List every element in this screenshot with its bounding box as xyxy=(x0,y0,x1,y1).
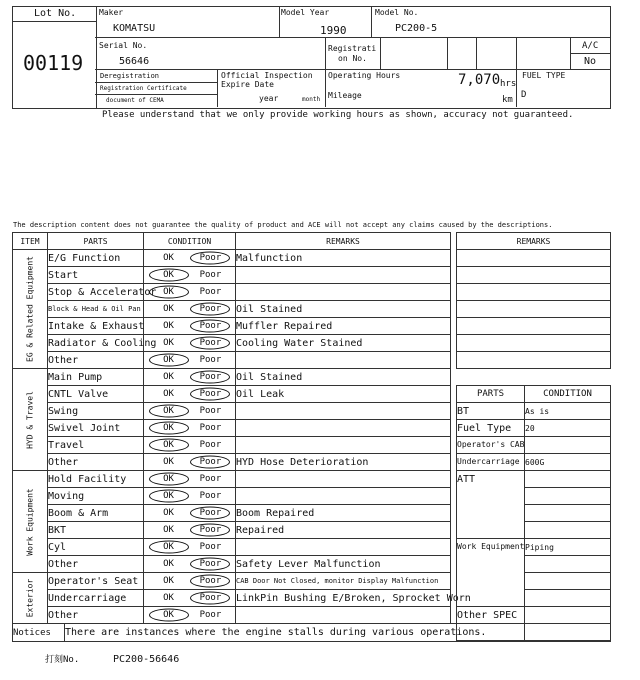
spec-part: Other SPEC xyxy=(457,607,525,641)
condition-cell xyxy=(144,590,236,607)
spec-row xyxy=(457,437,611,454)
right-remarks-header-row xyxy=(457,233,611,250)
maker-label: Maker xyxy=(99,8,124,17)
selected-condition-circle xyxy=(190,456,230,469)
model-no-value: PC200-5 xyxy=(395,23,438,34)
selected-condition-circle xyxy=(190,575,230,588)
condition-cell xyxy=(144,539,236,556)
remark: Muffler Repaired xyxy=(236,318,451,335)
fuel-type-label: FUEL TYPE xyxy=(522,71,566,80)
operating-hours-value: 7,070 xyxy=(458,72,501,88)
spec-condition-blank xyxy=(525,590,611,607)
inspection-row xyxy=(13,335,451,352)
ac-value: No xyxy=(584,56,597,67)
selected-condition-circle xyxy=(149,541,189,554)
operating-hours-label: Operating Hours xyxy=(328,71,401,80)
ok-option: OK xyxy=(163,304,174,314)
blank-remark-cell xyxy=(457,301,611,318)
poor-option: Poor xyxy=(199,474,222,484)
part-name: Other xyxy=(48,454,144,471)
poor-option: Poor xyxy=(199,321,222,331)
blank-remark-row xyxy=(457,335,611,352)
remark xyxy=(236,539,451,556)
poor-option: Poor xyxy=(199,525,222,535)
ok-option: OK xyxy=(163,576,174,586)
inspection-row xyxy=(13,454,451,471)
inspection-row xyxy=(13,437,451,454)
model-year-value: 1990 xyxy=(320,24,347,37)
remark: Boom Repaired xyxy=(236,505,451,522)
registration-certificate-label: Registration Certificate xyxy=(100,85,187,92)
vline xyxy=(447,37,448,69)
inspection-row xyxy=(13,590,451,607)
ok-option: OK xyxy=(163,491,174,501)
spec-condition-blank xyxy=(525,505,611,522)
maker-value: KOMATSU xyxy=(113,23,156,34)
col-remarks: REMARKS xyxy=(236,233,451,250)
part-name: Moving xyxy=(48,488,144,505)
selected-condition-circle xyxy=(149,490,189,503)
inspection-header-row xyxy=(13,233,451,250)
group-label-cell xyxy=(13,250,48,369)
ok-option: OK xyxy=(163,372,174,382)
part-name: Boom & Arm xyxy=(48,505,144,522)
selected-condition-circle xyxy=(190,320,230,333)
spec-condition-blank xyxy=(525,573,611,590)
remark xyxy=(236,437,451,454)
part-name: Main Pump xyxy=(48,369,144,386)
condition-header: CONDITION xyxy=(525,386,611,403)
group-label-cell xyxy=(13,573,48,624)
poor-option: Poor xyxy=(199,559,222,569)
group-label: Exterior xyxy=(25,578,35,618)
ok-option: OK xyxy=(163,593,174,603)
inspection-row xyxy=(13,420,451,437)
selected-condition-circle xyxy=(190,558,230,571)
spacer-row xyxy=(457,369,611,386)
hline xyxy=(95,94,217,95)
inspection-row xyxy=(13,505,451,522)
lot-no-label: Lot No. xyxy=(34,8,77,19)
poor-option: Poor xyxy=(199,338,222,348)
ok-option: OK xyxy=(163,253,174,263)
spec-row xyxy=(457,454,611,471)
remark: LinkPin Bushing E/Broken, Sprocket Worn xyxy=(236,590,451,607)
footer-label: 打刻No. xyxy=(45,655,80,665)
condition-cell xyxy=(144,420,236,437)
parts-header: PARTS xyxy=(457,386,525,403)
spec-condition xyxy=(525,607,611,624)
spec-condition-blank xyxy=(525,522,611,539)
blank-remark-row xyxy=(457,267,611,284)
part-name: Other xyxy=(48,352,144,369)
serial-no-label: Serial No. xyxy=(99,41,148,50)
condition-cell xyxy=(144,318,236,335)
poor-option: Poor xyxy=(199,372,222,382)
part-name: Hold Facility xyxy=(48,471,144,488)
disclaimer: The description content does not guarantee the quality of product and ACE will not accept any claims caused by the descriptions. xyxy=(13,221,553,229)
selected-condition-circle xyxy=(149,422,189,435)
part-name: Travel xyxy=(48,437,144,454)
spec-condition: Piping xyxy=(525,539,611,556)
inspection-row xyxy=(13,607,451,624)
poor-option: Poor xyxy=(199,253,222,263)
part-name: Start xyxy=(48,267,144,284)
inspection-row xyxy=(13,573,451,590)
remark xyxy=(236,352,451,369)
ac-label: A/C xyxy=(582,41,599,51)
spec-part: ATT xyxy=(457,471,525,539)
model-no-label: Model No. xyxy=(375,8,419,17)
condition-cell xyxy=(144,522,236,539)
col-item: ITEM xyxy=(13,233,48,250)
blank-remark-cell xyxy=(457,318,611,335)
ok-option: OK xyxy=(163,270,174,280)
selected-condition-circle xyxy=(190,524,230,537)
vline xyxy=(570,37,571,69)
poor-option: Poor xyxy=(199,508,222,518)
selected-condition-circle xyxy=(149,473,189,486)
hline xyxy=(95,69,610,70)
selected-condition-circle xyxy=(190,592,230,605)
part-name: Other xyxy=(48,607,144,624)
year-label: year xyxy=(259,94,279,103)
remark: Safety Lever Malfunction xyxy=(236,556,451,573)
spec-row xyxy=(457,403,611,420)
ok-option: OK xyxy=(163,525,174,535)
hline xyxy=(95,82,217,83)
condition-cell xyxy=(144,284,236,301)
remark xyxy=(236,403,451,420)
blank-remark-row xyxy=(457,318,611,335)
condition-cell xyxy=(144,505,236,522)
registration-no-label-2: on No. xyxy=(338,54,367,63)
part-name: Swing xyxy=(48,403,144,420)
vline xyxy=(380,37,381,69)
inspection-row xyxy=(13,284,451,301)
condition-cell xyxy=(144,471,236,488)
month-label: month xyxy=(302,96,321,103)
blank-remark-row xyxy=(457,352,611,369)
selected-condition-circle xyxy=(149,269,189,282)
group-label-cell xyxy=(13,471,48,573)
lot-no-value: 00119 xyxy=(23,51,84,75)
vline xyxy=(217,69,218,107)
condition-cell xyxy=(144,369,236,386)
remark xyxy=(236,267,451,284)
poor-option: Poor xyxy=(199,389,222,399)
remark xyxy=(236,420,451,437)
remark: Repaired xyxy=(236,522,451,539)
spec-condition: 20 xyxy=(525,420,611,437)
group-label: Work Equipment xyxy=(25,487,35,556)
inspection-row xyxy=(13,386,451,403)
condition-cell xyxy=(144,301,236,318)
condition-cell xyxy=(144,556,236,573)
col-parts: PARTS xyxy=(48,233,144,250)
model-year-label: Model Year xyxy=(281,8,330,17)
ok-option: OK xyxy=(163,389,174,399)
ok-option: OK xyxy=(163,508,174,518)
inspection-row xyxy=(13,403,451,420)
poor-option: Poor xyxy=(199,270,222,280)
selected-condition-circle xyxy=(190,303,230,316)
vline xyxy=(476,37,477,69)
part-name: E/G Function xyxy=(48,250,144,267)
part-name: Block & Head & Oil Pan xyxy=(48,301,144,318)
part-name: Other xyxy=(48,556,144,573)
group-label: EG & Related Equipment xyxy=(25,256,35,362)
inspection-row xyxy=(13,488,451,505)
inspection-row xyxy=(13,250,451,267)
right-remarks-table xyxy=(456,232,611,641)
vline xyxy=(325,37,326,107)
ok-option: OK xyxy=(163,406,174,416)
parts-condition-header-row xyxy=(457,386,611,403)
ok-option: OK xyxy=(163,542,174,552)
remark: Oil Stained xyxy=(236,301,451,318)
selected-condition-circle xyxy=(149,405,189,418)
poor-option: Poor xyxy=(199,406,222,416)
condition-cell xyxy=(144,267,236,284)
spec-row xyxy=(457,607,611,624)
inspection-row xyxy=(13,471,451,488)
spec-row xyxy=(457,471,611,488)
spec-condition xyxy=(525,437,611,454)
ok-option: OK xyxy=(163,474,174,484)
remark: Cooling Water Stained xyxy=(236,335,451,352)
inspection-row xyxy=(13,267,451,284)
hours-note: Please understand that we only provide working hours as shown, accuracy not guaranteed. xyxy=(102,110,574,120)
part-name: Stop & Accelerator xyxy=(48,284,144,301)
remark xyxy=(236,488,451,505)
remark: Oil Leak xyxy=(236,386,451,403)
poor-option: Poor xyxy=(199,593,222,603)
part-name: Radiator & Cooling xyxy=(48,335,144,352)
blank-remark-cell xyxy=(457,284,611,301)
spec-part: BT xyxy=(457,403,525,420)
condition-cell xyxy=(144,488,236,505)
part-name: Swivel Joint xyxy=(48,420,144,437)
fuel-type-value: D xyxy=(521,90,527,100)
registration-no-label: Registrati xyxy=(328,44,377,53)
remark: Malfunction xyxy=(236,250,451,267)
remark xyxy=(236,471,451,488)
km-unit: km xyxy=(502,95,513,105)
mileage-label: Mileage xyxy=(328,91,362,100)
part-name: Operator's Seat xyxy=(48,573,144,590)
poor-option: Poor xyxy=(199,610,222,620)
vline xyxy=(279,6,280,37)
ok-option: OK xyxy=(163,559,174,569)
spec-row xyxy=(457,420,611,437)
deregistration-label: Deregistration xyxy=(100,72,160,80)
blank-remark-cell xyxy=(457,267,611,284)
group-label: HYD & Travel xyxy=(25,390,35,449)
ok-option: OK xyxy=(163,457,174,467)
condition-cell xyxy=(144,437,236,454)
spec-part: Undercarriage xyxy=(457,454,525,471)
selected-condition-circle xyxy=(190,337,230,350)
condition-cell xyxy=(144,573,236,590)
spec-condition-blank xyxy=(525,488,611,505)
part-name: BKT xyxy=(48,522,144,539)
selected-condition-circle xyxy=(190,388,230,401)
ok-option: OK xyxy=(163,440,174,450)
condition-cell xyxy=(144,607,236,624)
spacer-cell xyxy=(457,369,611,386)
inspection-row xyxy=(13,301,451,318)
notices-text: There are instances where the engine stalls during various operations. xyxy=(65,624,611,642)
poor-option: Poor xyxy=(199,287,222,297)
blank-remark-row xyxy=(457,301,611,318)
ok-option: OK xyxy=(163,321,174,331)
remark: CAB Door Not Closed, monitor Display Malfunction xyxy=(236,573,451,590)
condition-cell xyxy=(144,386,236,403)
ok-option: OK xyxy=(163,355,174,365)
hrs-unit: hrs xyxy=(500,79,517,89)
inspection-row xyxy=(13,352,451,369)
selected-condition-circle xyxy=(149,286,189,299)
ok-option: OK xyxy=(163,610,174,620)
official-inspection-label-2: Expire Date xyxy=(221,80,274,89)
right-remarks-header: REMARKS xyxy=(457,233,611,250)
footer-value: PC200-56646 xyxy=(113,654,180,665)
ok-option: OK xyxy=(163,338,174,348)
lot-label-divider xyxy=(12,21,96,22)
ok-option: OK xyxy=(163,287,174,297)
poor-option: Poor xyxy=(199,457,222,467)
spec-part: Work Equipment xyxy=(457,539,525,607)
poor-option: Poor xyxy=(199,304,222,314)
spec-condition xyxy=(525,471,611,488)
blank-remark-cell xyxy=(457,335,611,352)
part-name: CNTL Valve xyxy=(48,386,144,403)
part-name: Undercarriage xyxy=(48,590,144,607)
condition-cell xyxy=(144,335,236,352)
remark xyxy=(236,607,451,624)
group-label-cell xyxy=(13,369,48,471)
blank-remark-row xyxy=(457,250,611,267)
poor-option: Poor xyxy=(199,542,222,552)
selected-condition-circle xyxy=(149,609,189,622)
condition-cell xyxy=(144,454,236,471)
inspection-row xyxy=(13,522,451,539)
vline xyxy=(516,37,517,107)
selected-condition-circle xyxy=(149,439,189,452)
vline xyxy=(371,6,372,37)
spec-condition-blank xyxy=(525,556,611,573)
inspection-row xyxy=(13,556,451,573)
spec-part: Operator's CAB xyxy=(457,437,525,454)
selected-condition-circle xyxy=(190,371,230,384)
ok-option: OK xyxy=(163,423,174,433)
notices-table xyxy=(12,623,611,642)
inspection-row xyxy=(13,318,451,335)
condition-cell xyxy=(144,403,236,420)
remark: Oil Stained xyxy=(236,369,451,386)
remark: HYD Hose Deterioration xyxy=(236,454,451,471)
selected-condition-circle xyxy=(190,252,230,265)
spec-condition: As is xyxy=(525,403,611,420)
selected-condition-circle xyxy=(190,507,230,520)
spec-row xyxy=(457,539,611,556)
blank-remark-row xyxy=(457,284,611,301)
inspection-row xyxy=(13,539,451,556)
poor-option: Poor xyxy=(199,355,222,365)
notices-label: Notices xyxy=(13,624,65,642)
col-condition: CONDITION xyxy=(144,233,236,250)
poor-option: Poor xyxy=(199,576,222,586)
serial-no-value: 56646 xyxy=(119,56,150,67)
poor-option: Poor xyxy=(199,491,222,501)
blank-remark-cell xyxy=(457,250,611,267)
official-inspection-label: Official Inspection xyxy=(221,71,313,80)
blank-remark-cell xyxy=(457,352,611,369)
hline xyxy=(570,53,610,54)
spec-part: Fuel Type xyxy=(457,420,525,437)
condition-cell xyxy=(144,352,236,369)
spec-condition: 600G xyxy=(525,454,611,471)
condition-cell xyxy=(144,250,236,267)
document-of-cema-label: document of CEMA xyxy=(106,97,164,104)
poor-option: Poor xyxy=(199,423,222,433)
remark xyxy=(236,284,451,301)
selected-condition-circle xyxy=(149,354,189,367)
inspection-row xyxy=(13,369,451,386)
hline xyxy=(95,37,610,38)
poor-option: Poor xyxy=(199,440,222,450)
part-name: Cyl xyxy=(48,539,144,556)
part-name: Intake & Exhaust xyxy=(48,318,144,335)
